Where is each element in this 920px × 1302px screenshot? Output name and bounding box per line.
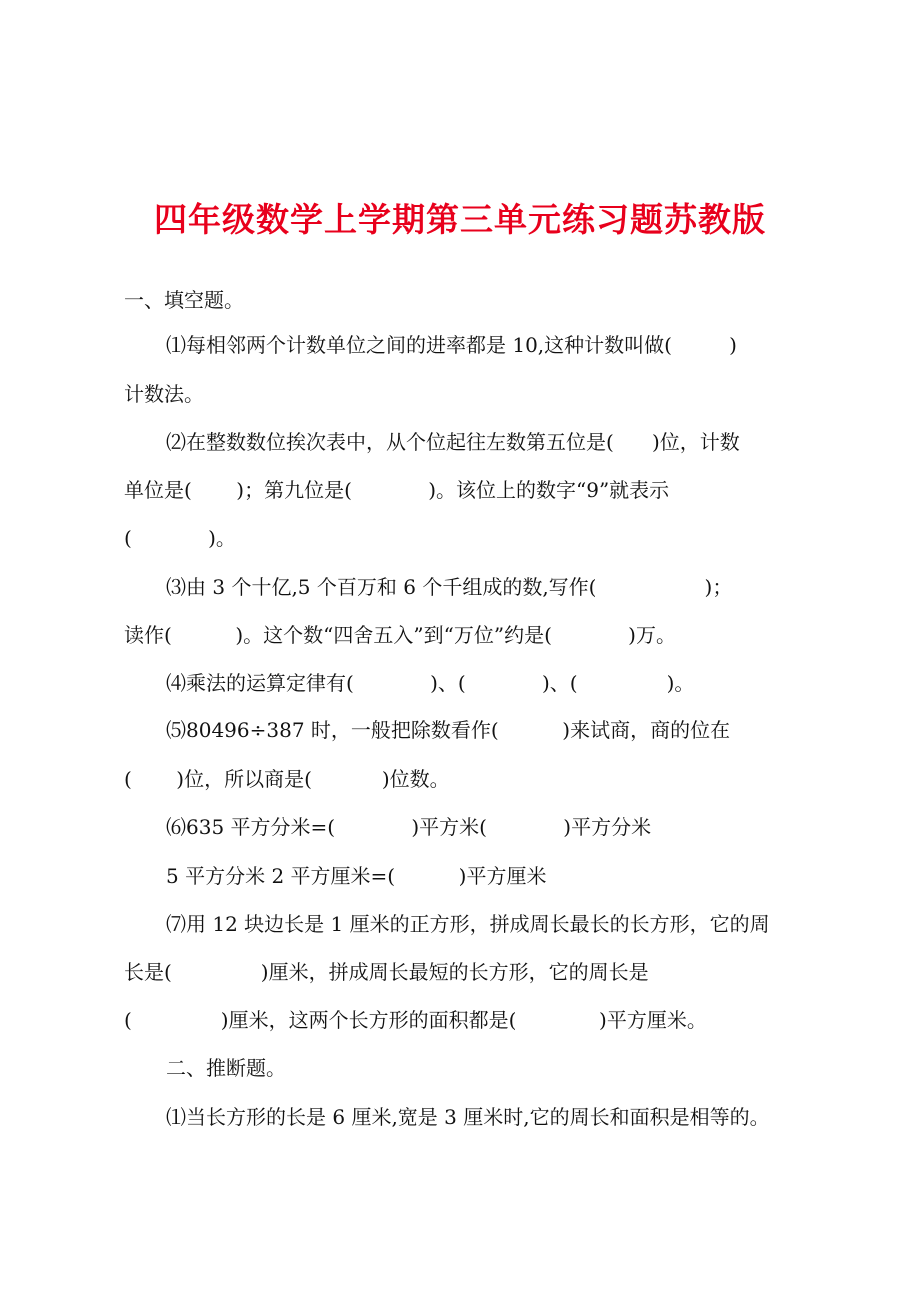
- question-7-line-3: ( )厘米，这两个长方形的面积都是( )平方厘米。: [124, 1008, 707, 1032]
- question-2-line-2: 单位是( )；第九位是( )。该位上的数字“9”就表示: [124, 478, 670, 502]
- question-2-line-3: ( )。: [124, 526, 236, 550]
- question-4: ⑷乘法的运算定律有( )、( )、( )。: [166, 671, 695, 695]
- question-2-line-1: ⑵在整数数位挨次表中，从个位起往左数第五位是( )位，计数: [166, 430, 740, 454]
- document-title: 四年级数学上学期第三单元练习题苏教版: [154, 200, 766, 239]
- question-1-line-2: 计数法。: [124, 382, 204, 406]
- question-5-line-1: ⑸80496÷387 时，一般把除数看作( )来试商，商的位在: [166, 718, 731, 742]
- section-heading-fill-in: 一、填空题。: [124, 288, 244, 312]
- question-6-line-1: ⑹635 平方分米=( )平方米( )平方分米: [166, 815, 652, 839]
- question-7-line-1: ⑺用 12 块边长是 1 厘米的正方形，拼成周长最长的长方形，它的周: [166, 912, 770, 936]
- section-heading-judgement: 二、推断题。: [166, 1056, 286, 1080]
- question-1-line-1: ⑴每相邻两个计数单位之间的进率都是 10,这种计数叫做( ): [166, 333, 737, 357]
- judgement-question-1: ⑴当长方形的长是 6 厘米,宽是 3 厘米时,它的周长和面积是相等的。: [166, 1105, 770, 1129]
- question-6-line-2: 5 平方分米 2 平方厘米=( )平方厘米: [166, 864, 547, 888]
- question-3-line-1: ⑶由 3 个十亿,5 个百万和 6 个千组成的数,写作( )；: [166, 575, 733, 599]
- question-3-line-2: 读作( )。这个数“四舍五入”到“万位”约是( )万。: [124, 623, 676, 647]
- question-7-line-2: 长是( )厘米，拼成周长最短的长方形，它的周长是: [124, 960, 649, 984]
- question-5-line-2: ( )位，所以商是( )位数。: [124, 767, 450, 791]
